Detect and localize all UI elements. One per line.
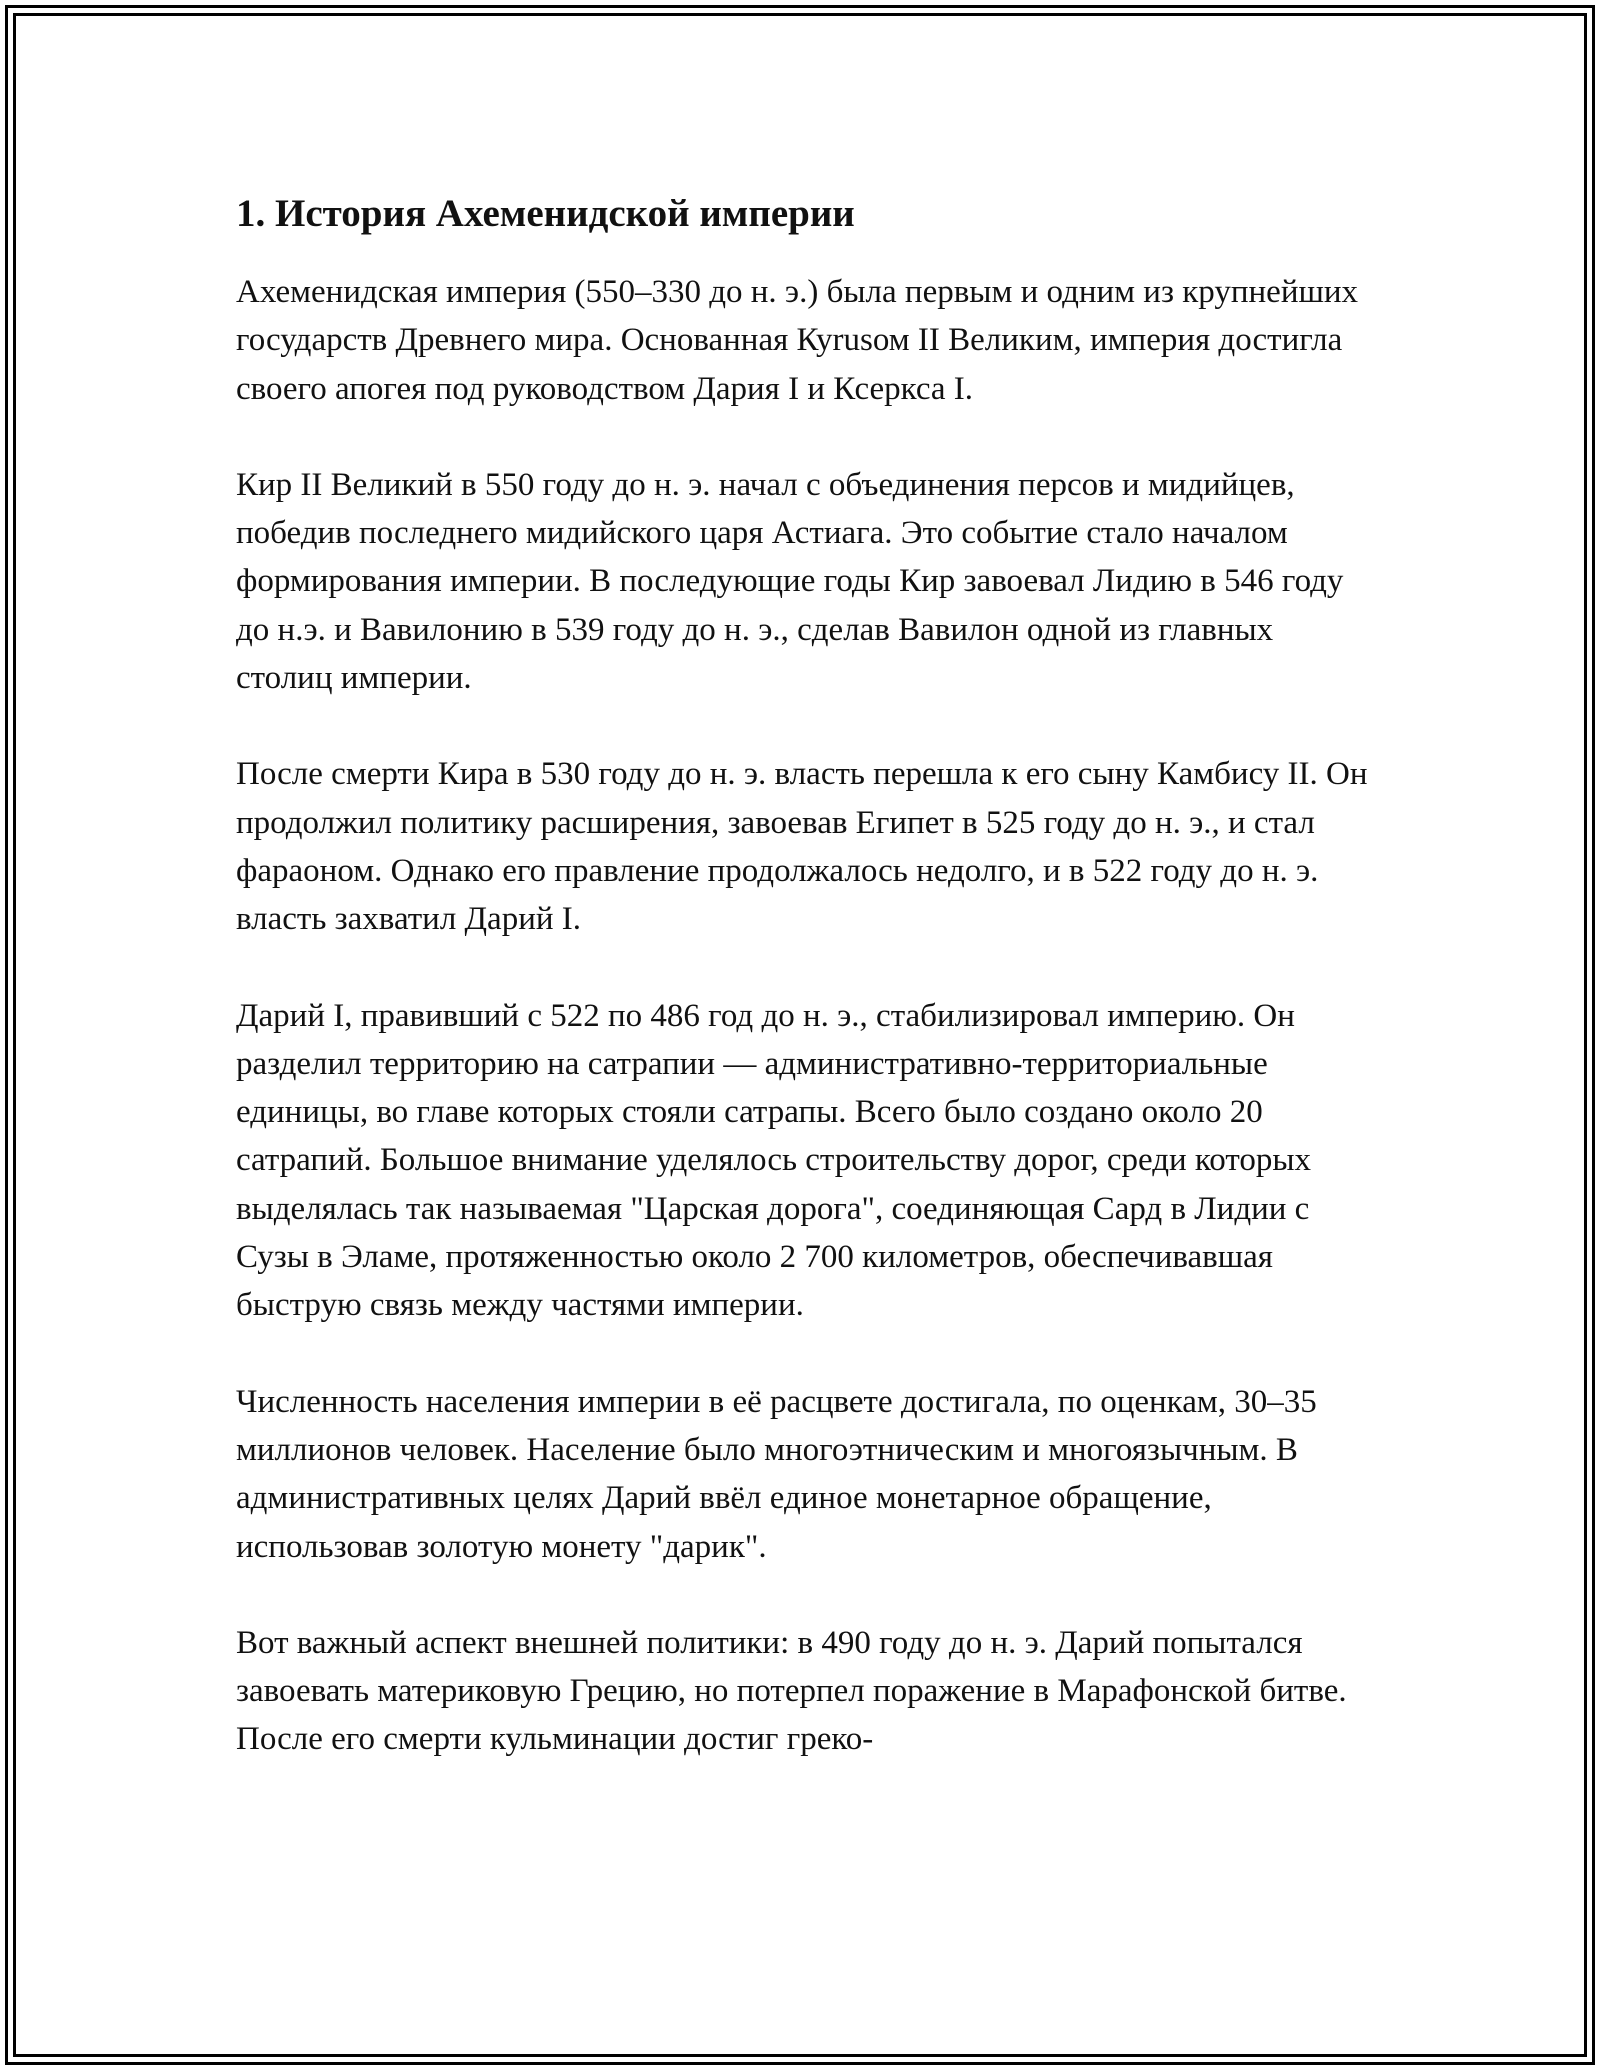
document-body [236,186,1376,1812]
paragraph-cyrus: Кир II Великий в 550 году до н. э. начал с объединения персов и мидийцев, победив последнего мидийского царя Астиага. Это событие стало началом формирования империи. В последующие годы Кир завоевал Лидию в 546 году до н.э. и Вавилонию в 539 году до н. э., сделав Вавилон одной из главных столиц империи. [236,466,1344,697]
paragraph-intro: Ахеменидская империя (550–330 до н. э.) была первым и одним из крупнейших государств Древнего мира. Основанная Куrusом II Великим, империя достигла своего апогея под руководством Дария I и Ксеркса I. [236,274,1359,407]
paragraph-cambyses: После смерти Кира в 530 году до н. э. власть перешла к его сыну Камбису II. Он продолжил политику расширения, завоевав Египет в 525 году до н. э., и стал фараоном. Однако его правление продолжалось недолго, и в 522 году до н. э. власть захватил Дарий I. [236,756,1368,938]
paragraph-darius: Дарий I, правивший с 522 по 486 год до н. э., стабилизировал империю. Он разделил территорию на сатрапии — административно-территориальные единицы, во главе которых стояли сатрапы. Всего было создано около 20 сатрапий. Большое внимание уделялось строительству дорог, среди которых выделялась так называемая "Царская дорога", соединяющая Сард в Лидии с Сузы в Эламе, протяженностью около 2 700 километров, обеспечивавшая быструю связь между частями империи. [236,997,1311,1324]
section-heading: 1. История Ахеменидской империи [236,192,855,235]
paragraph-population: Численность населения империи в её расцвете достигала, по оценкам, 30–35 миллионов человек. Население было многоэтническим и многоязычным. В административных целях Дарий ввёл единое монетарное обращение, использовав золотую монету "дарик". [236,1383,1317,1565]
paragraph-foreign-policy: Вот важный аспект внешней политики: в 490 году до н. э. Дарий попытался завоевать материковую Грецию, но потерпел поражение в Марафонской битве. После его смерти кульминации достиг греко- [236,1624,1347,1758]
